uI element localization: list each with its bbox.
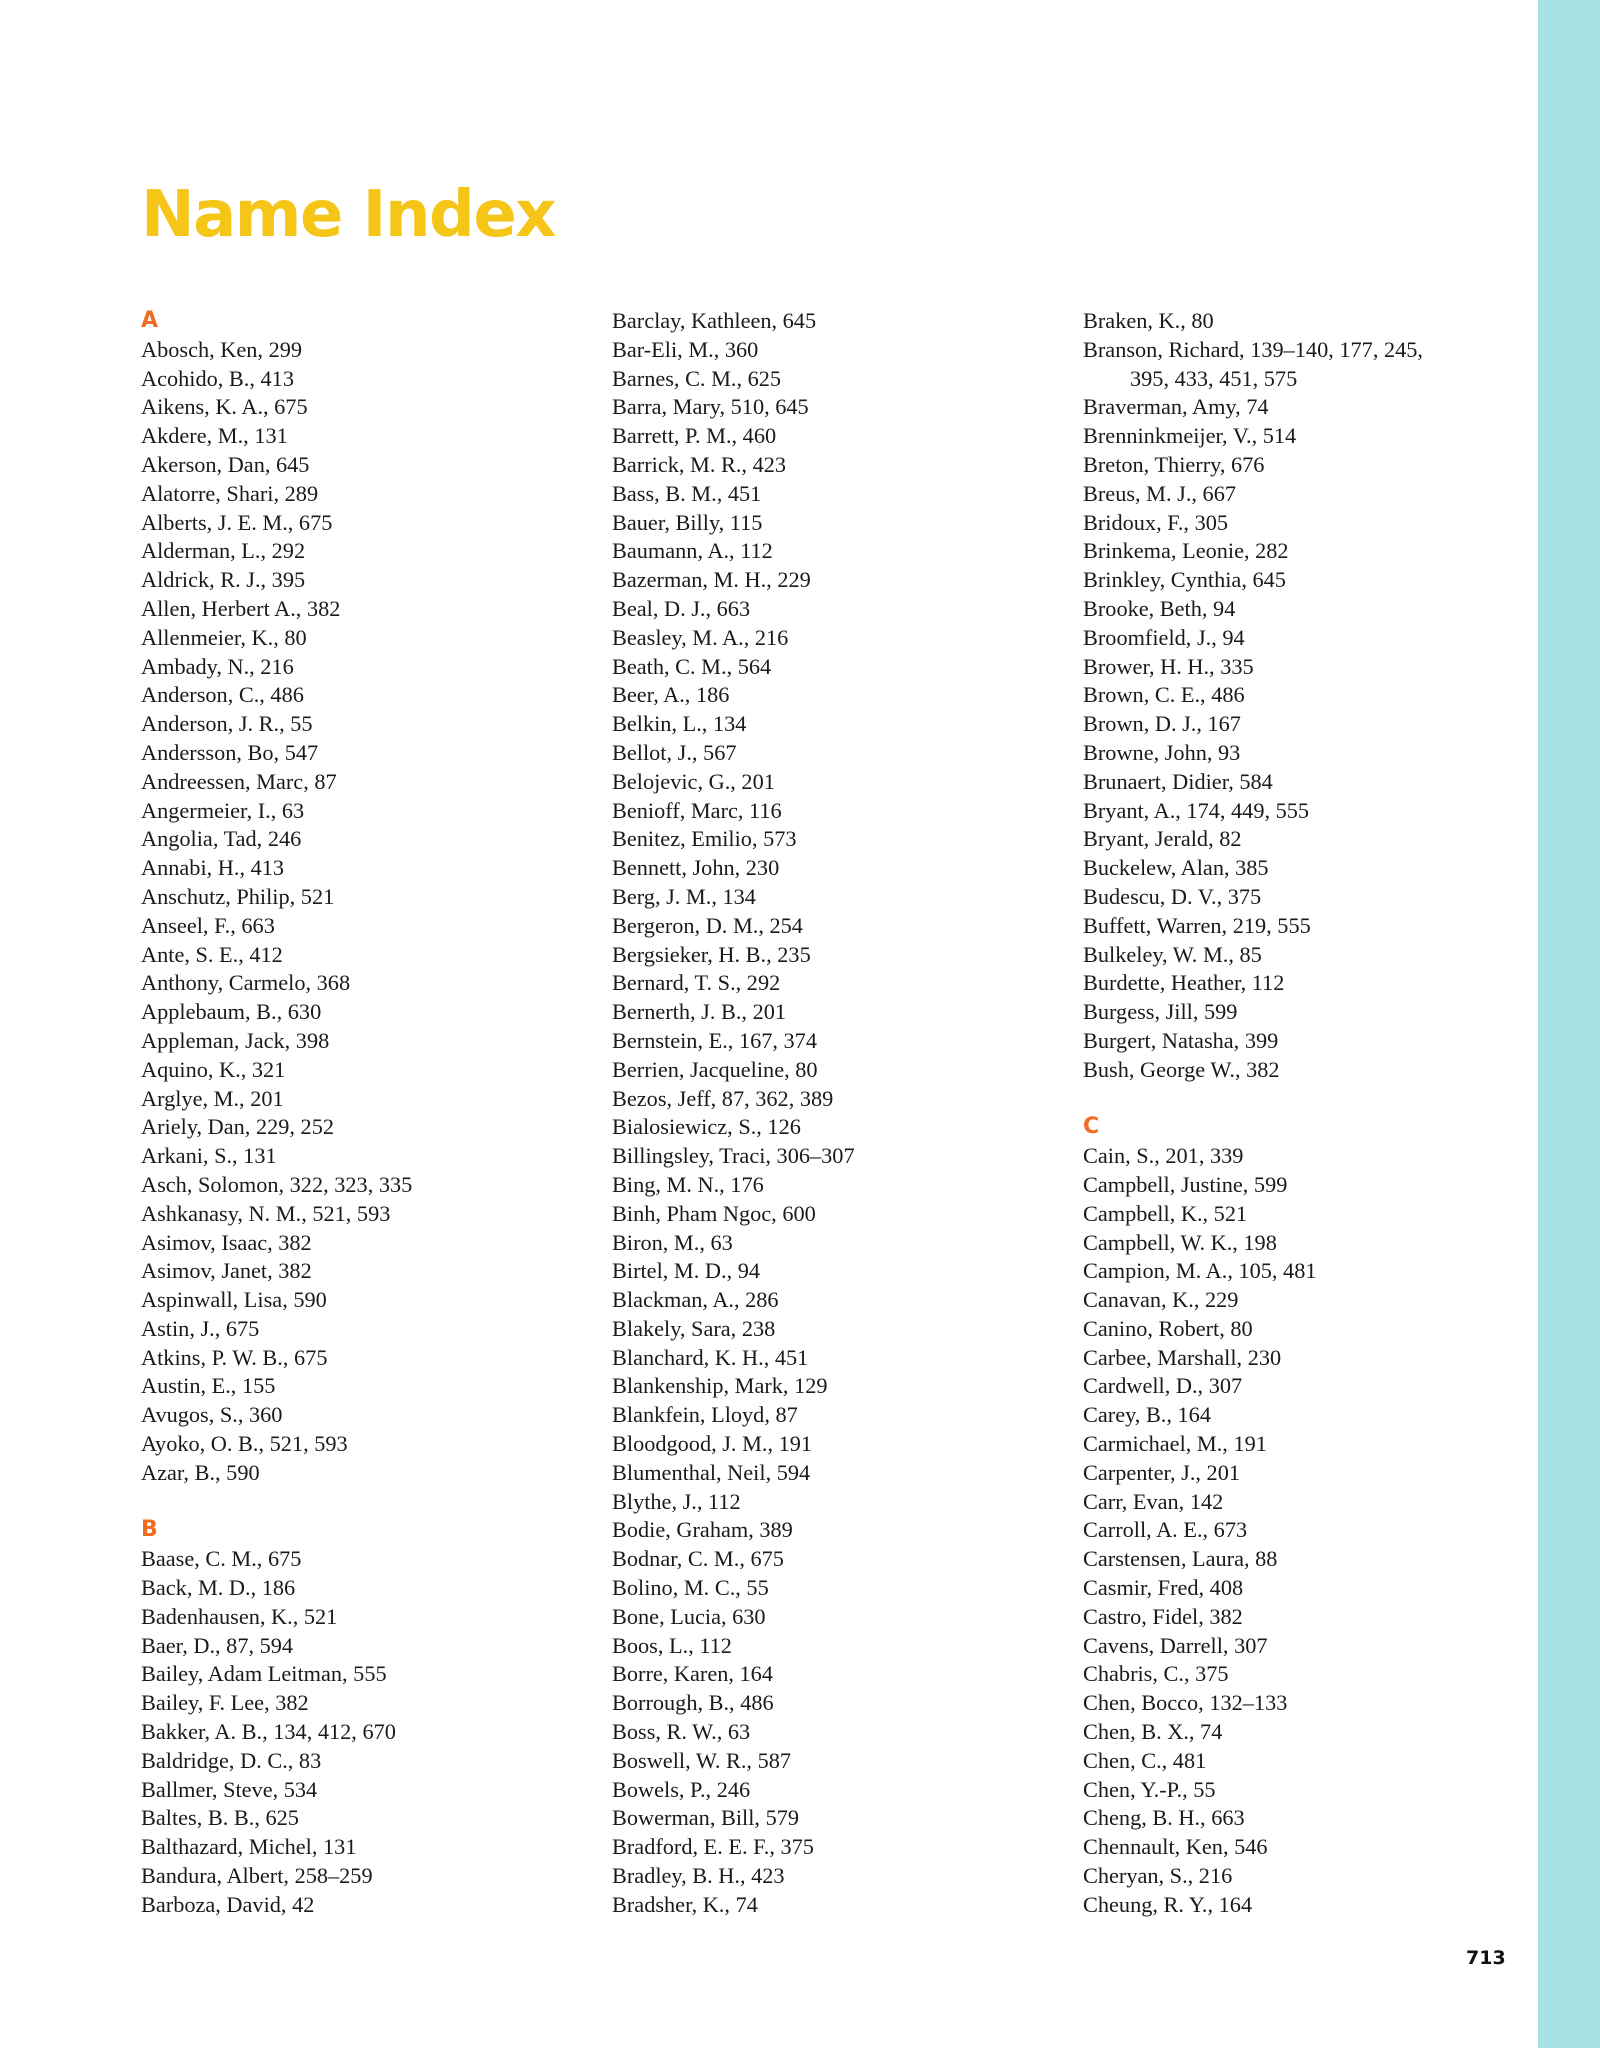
index-entry: Arglye, M., 201 <box>141 1085 284 1111</box>
index-entry: Chen, Bocco, 132–133 <box>1083 1690 1288 1716</box>
index-entry: Appleman, Jack, 398 <box>141 1027 330 1053</box>
index-entry: Boos, L., 112 <box>612 1632 732 1658</box>
index-entry: Andersson, Bo, 547 <box>141 739 319 765</box>
index-entry: Berg, J. M., 134 <box>612 883 756 909</box>
index-entry: Ante, S. E., 412 <box>141 941 283 967</box>
index-entry: Brown, C. E., 486 <box>1083 682 1245 708</box>
index-entry: Brunaert, Didier, 584 <box>1083 768 1273 794</box>
index-entry: Bailey, Adam Leitman, 555 <box>141 1661 387 1687</box>
index-entry: Belkin, L., 134 <box>612 711 747 737</box>
index-entry: Aspinwall, Lisa, 590 <box>141 1287 327 1313</box>
page-title: Name Index <box>141 178 555 252</box>
index-entry: Bowerman, Bill, 579 <box>612 1805 800 1831</box>
index-entry: Brown, D. J., 167 <box>1083 711 1241 737</box>
index-column-2 <box>612 307 1072 1920</box>
index-entry: Bass, B. M., 451 <box>612 480 762 506</box>
index-entry: Cheung, R. Y., 164 <box>1083 1891 1253 1917</box>
index-entry: Burdette, Heather, 112 <box>1083 970 1285 996</box>
index-entry: Bernard, T. S., 292 <box>612 970 781 996</box>
index-entry: Carbee, Marshall, 230 <box>1083 1344 1282 1370</box>
index-entry: Cheng, B. H., 663 <box>1083 1805 1245 1831</box>
index-entry: Biron, M., 63 <box>612 1229 733 1255</box>
index-entry: Cain, S., 201, 339 <box>1083 1143 1244 1169</box>
section-letter: C <box>1083 1114 1100 1140</box>
index-entry: Bellot, J., 567 <box>612 739 737 765</box>
index-entry: Binh, Pham Ngoc, 600 <box>612 1200 816 1226</box>
index-entry: Chen, Y.-P., 55 <box>1083 1776 1216 1802</box>
index-entry: Bryant, A., 174, 449, 555 <box>1083 797 1310 823</box>
index-entry: Campbell, Justine, 599 <box>1083 1171 1288 1197</box>
index-entry: Buckelew, Alan, 385 <box>1083 855 1269 881</box>
index-entry: Broomfield, J., 94 <box>1083 624 1245 650</box>
index-entry: Anschutz, Philip, 521 <box>141 883 335 909</box>
index-entry: Abosch, Ken, 299 <box>141 336 303 362</box>
section-letter: B <box>141 1517 158 1543</box>
index-entry: Ambady, N., 216 <box>141 653 294 679</box>
index-entry: Bulkeley, W. M., 85 <box>1083 941 1262 967</box>
index-entry: Annabi, H., 413 <box>141 855 285 881</box>
index-entry: Castro, Fidel, 382 <box>1083 1603 1243 1629</box>
index-entry: Bolino, M. C., 55 <box>612 1575 769 1601</box>
index-entry: Astin, J., 675 <box>141 1315 260 1341</box>
index-entry: Benioff, Marc, 116 <box>612 797 782 823</box>
index-entry: Barrett, P. M., 460 <box>612 423 777 449</box>
index-entry: Austin, E., 155 <box>141 1373 276 1399</box>
index-entry: Buffett, Warren, 219, 555 <box>1083 912 1311 938</box>
index-entry: Beal, D. J., 663 <box>612 595 751 621</box>
index-entry: Bradsher, K., 74 <box>612 1891 758 1917</box>
index-entry: Asch, Solomon, 322, 323, 335 <box>141 1171 413 1197</box>
index-entry: Borrough, B., 486 <box>612 1690 774 1716</box>
index-entry: Chabris, C., 375 <box>1083 1661 1229 1687</box>
index-entry: Carroll, A. E., 673 <box>1083 1517 1248 1543</box>
index-entry: Ballmer, Steve, 534 <box>141 1776 318 1802</box>
index-entry: Alatorre, Shari, 289 <box>141 480 319 506</box>
index-entry: Bernstein, E., 167, 374 <box>612 1027 817 1053</box>
index-entry: Avugos, S., 360 <box>141 1402 283 1428</box>
index-entry: Blakely, Sara, 238 <box>612 1315 776 1341</box>
index-entry: Belojevic, G., 201 <box>612 768 775 794</box>
index-entry: Asimov, Janet, 382 <box>141 1258 312 1284</box>
index-entry: Carey, B., 164 <box>1083 1402 1211 1428</box>
index-entry: Allenmeier, K., 80 <box>141 624 307 650</box>
index-entry: Brenninkmeijer, V., 514 <box>1083 423 1297 449</box>
index-entry: Bezos, Jeff, 87, 362, 389 <box>612 1085 834 1111</box>
index-entry: Angermeier, I., 63 <box>141 797 305 823</box>
index-entry: Bailey, F. Lee, 382 <box>141 1690 309 1716</box>
index-entry: Bauer, Billy, 115 <box>612 509 763 535</box>
index-entry: Benitez, Emilio, 573 <box>612 826 797 852</box>
index-entry: Campion, M. A., 105, 481 <box>1083 1258 1317 1284</box>
index-entry: Browne, John, 93 <box>1083 739 1241 765</box>
index-entry: Breus, M. J., 667 <box>1083 480 1236 506</box>
index-entry: Burgess, Jill, 599 <box>1083 999 1238 1025</box>
index-entry: Baer, D., 87, 594 <box>141 1632 294 1658</box>
index-entry: Alberts, J. E. M., 675 <box>141 509 333 535</box>
index-entry: Barrick, M. R., 423 <box>612 451 787 477</box>
index-entry: Azar, B., 590 <box>141 1459 260 1485</box>
index-entry: Anthony, Carmelo, 368 <box>141 970 351 996</box>
index-entry: Carstensen, Laura, 88 <box>1083 1546 1278 1572</box>
index-entry: Billingsley, Traci, 306–307 <box>612 1143 855 1169</box>
section-spacer <box>1083 1085 1543 1114</box>
index-entry: Carr, Evan, 142 <box>1083 1488 1224 1514</box>
index-entry: Ashkanasy, N. M., 521, 593 <box>141 1200 391 1226</box>
index-entry: Cavens, Darrell, 307 <box>1083 1632 1268 1658</box>
index-entry: Allen, Herbert A., 382 <box>141 595 341 621</box>
index-entry: Barclay, Kathleen, 645 <box>612 308 817 333</box>
index-entry: Arkani, S., 131 <box>141 1143 277 1169</box>
index-entry: Bakker, A. B., 134, 412, 670 <box>141 1719 396 1745</box>
index-entry: Borre, Karen, 164 <box>612 1661 773 1687</box>
index-entry: Aikens, K. A., 675 <box>141 394 308 420</box>
index-entry: Blanchard, K. H., 451 <box>612 1344 809 1370</box>
index-entry: Canino, Robert, 80 <box>1083 1315 1253 1341</box>
index-entry: Atkins, P. W. B., 675 <box>141 1344 328 1370</box>
index-entry: Brinkley, Cynthia, 645 <box>1083 567 1286 593</box>
index-entry: Barnes, C. M., 625 <box>612 365 782 391</box>
index-entry: Chen, C., 481 <box>1083 1747 1207 1773</box>
index-entry: Bodie, Graham, 389 <box>612 1517 793 1543</box>
index-entry: Aldrick, R. J., 395 <box>141 567 306 593</box>
index-entry: Baase, C. M., 675 <box>141 1546 302 1572</box>
section-letter: A <box>141 308 159 333</box>
index-entry: Acohido, B., 413 <box>141 365 294 391</box>
index-entry: Baumann, A., 112 <box>612 538 773 564</box>
index-entry: Bodnar, C. M., 675 <box>612 1546 784 1572</box>
index-entry: Bloodgood, J. M., 191 <box>612 1431 813 1457</box>
index-entry: Budescu, D. V., 375 <box>1083 883 1262 909</box>
index-entry: Bryant, Jerald, 82 <box>1083 826 1242 852</box>
index-entry: Blankenship, Mark, 129 <box>612 1373 828 1399</box>
index-entry: Bialosiewicz, S., 126 <box>612 1114 801 1140</box>
side-color-band <box>1538 0 1600 2048</box>
index-entry: Braken, K., 80 <box>1083 308 1214 333</box>
index-entry: Baldridge, D. C., 83 <box>141 1747 322 1773</box>
index-entry: Bernerth, J. B., 201 <box>612 999 787 1025</box>
index-entry: Canavan, K., 229 <box>1083 1287 1239 1313</box>
index-entry: Blackman, A., 286 <box>612 1287 779 1313</box>
index-entry: Campbell, K., 521 <box>1083 1200 1248 1226</box>
index-entry: Bar-Eli, M., 360 <box>612 336 759 362</box>
index-entry: Ariely, Dan, 229, 252 <box>141 1114 334 1140</box>
index-entry: Andreessen, Marc, 87 <box>141 768 337 794</box>
index-entry: Breton, Thierry, 676 <box>1083 451 1265 477</box>
index-entry: Blankfein, Lloyd, 87 <box>612 1402 798 1428</box>
index-entry: Badenhausen, K., 521 <box>141 1603 338 1629</box>
index-entry: Bowels, P., 246 <box>612 1776 751 1802</box>
index-entry: Cheryan, S., 216 <box>1083 1863 1233 1889</box>
index-entry: Braverman, Amy, 74 <box>1083 394 1269 420</box>
index-entry: Boswell, W. R., 587 <box>612 1747 792 1773</box>
index-entry: Carmichael, M., 191 <box>1083 1431 1267 1457</box>
index-entry: Blythe, J., 112 <box>612 1488 741 1514</box>
index-entry: Chen, B. X., 74 <box>1083 1719 1223 1745</box>
index-entry: Beer, A., 186 <box>612 682 730 708</box>
index-entry: Anseel, F., 663 <box>141 912 275 938</box>
index-entry: Bradley, B. H., 423 <box>612 1863 785 1889</box>
index-entry: Angolia, Tad, 246 <box>141 826 302 852</box>
index-entry: Casmir, Fred, 408 <box>1083 1575 1244 1601</box>
index-entry: Burgert, Natasha, 399 <box>1083 1027 1279 1053</box>
index-entry: Ayoko, O. B., 521, 593 <box>141 1431 348 1457</box>
index-entry: Baltes, B. B., 625 <box>141 1805 299 1831</box>
section-spacer <box>141 1488 601 1517</box>
index-entry: Balthazard, Michel, 131 <box>141 1834 357 1860</box>
index-entry: Brower, H. H., 335 <box>1083 653 1254 679</box>
index-entry: Akdere, M., 131 <box>141 423 288 449</box>
index-entry: Bennett, John, 230 <box>612 855 780 881</box>
index-entry: Bone, Lucia, 630 <box>612 1603 766 1629</box>
index-entry: Brinkema, Leonie, 282 <box>1083 538 1289 564</box>
index-entry: Boss, R. W., 63 <box>612 1719 751 1745</box>
index-entry: Birtel, M. D., 94 <box>612 1258 761 1284</box>
index-entry: Back, M. D., 186 <box>141 1575 296 1601</box>
index-entry-continuation: 395, 433, 451, 575 <box>1130 365 1298 391</box>
index-entry: Chennault, Ken, 546 <box>1083 1834 1268 1860</box>
index-entry: Bergsieker, H. B., 235 <box>612 941 811 967</box>
index-entry: Bandura, Albert, 258–259 <box>141 1863 373 1889</box>
index-entry: Akerson, Dan, 645 <box>141 451 310 477</box>
index-entry: Bush, George W., 382 <box>1083 1056 1280 1082</box>
index-entry: Campbell, W. K., 198 <box>1083 1229 1277 1255</box>
index-entry: Beasley, M. A., 216 <box>612 624 789 650</box>
index-entry: Aquino, K., 321 <box>141 1056 286 1082</box>
index-entry: Brooke, Beth, 94 <box>1083 595 1236 621</box>
index-entry: Anderson, C., 486 <box>141 682 304 708</box>
index-entry: Beath, C. M., 564 <box>612 653 772 679</box>
index-entry: Carpenter, J., 201 <box>1083 1459 1241 1485</box>
index-entry: Bradford, E. E. F., 375 <box>612 1834 814 1860</box>
index-entry: Blumenthal, Neil, 594 <box>612 1459 811 1485</box>
index-entry: Bridoux, F., 305 <box>1083 509 1229 535</box>
index-entry: Barboza, David, 42 <box>141 1891 315 1917</box>
index-entry: Applebaum, B., 630 <box>141 999 322 1025</box>
index-entry: Alderman, L., 292 <box>141 538 306 564</box>
index-column-1 <box>141 307 601 1920</box>
index-column-3 <box>1083 307 1543 1920</box>
index-entry: Anderson, J. R., 55 <box>141 711 313 737</box>
index-entry: Berrien, Jacqueline, 80 <box>612 1056 818 1082</box>
index-entry: Barra, Mary, 510, 645 <box>612 394 809 420</box>
index-entry: Branson, Richard, 139–140, 177, 245, <box>1083 336 1423 362</box>
index-entry: Cardwell, D., 307 <box>1083 1373 1243 1399</box>
index-entry: Asimov, Isaac, 382 <box>141 1229 312 1255</box>
index-entry: Bazerman, M. H., 229 <box>612 567 811 593</box>
index-entry: Bergeron, D. M., 254 <box>612 912 803 938</box>
index-entry: Bing, M. N., 176 <box>612 1171 764 1197</box>
page-number: 713 <box>1466 1947 1506 1969</box>
